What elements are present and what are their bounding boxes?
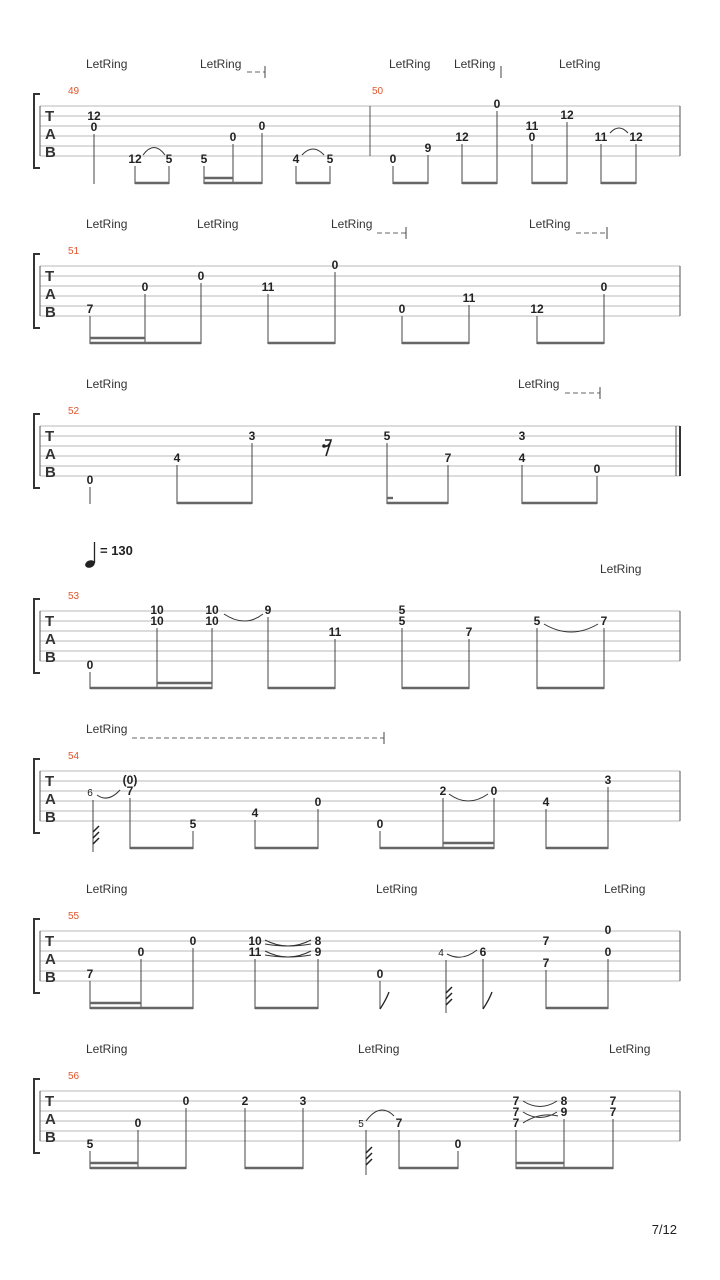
fret-number: 2 (439, 784, 447, 798)
system-3 (34, 377, 681, 504)
let-ring-label: LetRing (600, 562, 642, 576)
fret-number: 5 (326, 152, 334, 166)
fret-number: 0 (314, 795, 322, 809)
tab-clef-b: B (45, 464, 56, 481)
tab-clef-a: A (45, 1111, 56, 1128)
fret-number: 3 (518, 429, 526, 443)
fret-number: 7 (600, 614, 608, 628)
fret-number: 11 (525, 119, 539, 133)
fret-number: 12 (87, 109, 101, 123)
tab-clef-b: B (45, 649, 56, 666)
let-ring-label: LetRing (358, 1042, 400, 1056)
grace-note: 5 (358, 1119, 364, 1130)
fret-number: (0) (122, 773, 138, 787)
tab-clef-b: B (45, 1129, 56, 1146)
fret-number: 12 (560, 108, 574, 122)
fret-number: 11 (328, 625, 342, 639)
fret-number: 0 (229, 130, 237, 144)
fret-number: 0 (86, 658, 94, 672)
measure-number: 52 (68, 406, 80, 417)
measure-number: 54 (68, 751, 80, 762)
measure-number: 50 (372, 86, 384, 97)
let-ring-label: LetRing (604, 882, 646, 896)
fret-number: 0 (389, 152, 397, 166)
tab-clef-a: A (45, 951, 56, 968)
tab-clef-a: A (45, 446, 56, 463)
fret-number: 8 (560, 1094, 568, 1108)
fret-number: 0 (331, 258, 339, 272)
fret-number: 11 (594, 130, 608, 144)
fret-number: 7 (395, 1116, 403, 1130)
system-6 (34, 882, 680, 1013)
tab-clef-t: T (45, 428, 55, 445)
fret-number: 9 (424, 141, 432, 155)
system-5 (34, 722, 680, 852)
let-ring-label: LetRing (331, 217, 373, 231)
tab-clef-t: T (45, 933, 55, 950)
fret-number: 0 (258, 119, 266, 133)
fret-number: 5 (533, 614, 541, 628)
fret-number: 7 (542, 934, 550, 948)
fret-number: 0 (137, 945, 145, 959)
let-ring-label: LetRing (86, 722, 128, 736)
fret-number: 7 (512, 1094, 520, 1108)
tab-clef-b: B (45, 969, 56, 986)
measure-number: 56 (68, 1071, 80, 1082)
let-ring-label: LetRing (559, 57, 601, 71)
fret-number: 5 (200, 152, 208, 166)
fret-number: 0 (593, 462, 601, 476)
fret-number: 3 (248, 429, 256, 443)
tab-clef-t: T (45, 613, 55, 630)
system-1 (34, 57, 680, 184)
quarter-note-icon (84, 542, 96, 569)
let-ring-label: LetRing (197, 217, 239, 231)
fret-number: 4 (251, 806, 259, 820)
measure-number: 55 (68, 911, 80, 922)
fret-number: 0 (604, 923, 612, 937)
page-number: 7/12 (651, 1222, 677, 1237)
tab-clef-t: T (45, 773, 55, 790)
fret-number: 8 (314, 934, 322, 948)
fret-number: 9 (314, 945, 322, 959)
system-7 (34, 1042, 680, 1175)
fret-number: 0 (454, 1137, 462, 1151)
fret-number: 10 (150, 603, 164, 617)
fret-number: 7 (512, 1105, 520, 1119)
fret-number: 9 (264, 603, 272, 617)
fret-number: 7 (126, 784, 134, 798)
fret-number: 0 (86, 473, 94, 487)
measure-number: 51 (68, 246, 80, 257)
fret-number: 5 (398, 614, 406, 628)
tab-clef-b: B (45, 304, 56, 321)
let-ring-label: LetRing (86, 57, 128, 71)
tab-clef-b: B (45, 144, 56, 161)
grace-note: 6 (87, 788, 93, 799)
fret-number: 10 (205, 614, 219, 628)
fret-number: 7 (542, 956, 550, 970)
fret-number: 2 (241, 1094, 249, 1108)
fret-number: 0 (90, 120, 98, 134)
fret-number: 6 (479, 945, 487, 959)
measure-number: 49 (68, 86, 80, 97)
fret-number: 0 (189, 934, 197, 948)
let-ring-label: LetRing (518, 377, 560, 391)
tab-clef-a: A (45, 286, 56, 303)
fret-number: 12 (128, 152, 142, 166)
fret-number: 0 (604, 945, 612, 959)
fret-number: 0 (197, 269, 205, 283)
fret-number: 0 (134, 1116, 142, 1130)
fret-number: 0 (398, 302, 406, 316)
tempo-value: = 130 (100, 543, 133, 558)
let-ring-label: LetRing (376, 882, 418, 896)
rest-icon (322, 440, 331, 456)
tab-clef-t: T (45, 1093, 55, 1110)
fret-number: 4 (173, 451, 181, 465)
fret-number: 11 (248, 945, 262, 959)
let-ring-label: LetRing (86, 217, 128, 231)
fret-number: 5 (398, 603, 406, 617)
fret-number: 7 (444, 451, 452, 465)
fret-number: 4 (518, 451, 526, 465)
fret-number: 12 (455, 130, 469, 144)
tab-clef-t: T (45, 108, 55, 125)
fret-number: 12 (629, 130, 643, 144)
fret-number: 10 (150, 614, 164, 628)
fret-number: 7 (86, 967, 94, 981)
fret-number: 10 (205, 603, 219, 617)
let-ring-label: LetRing (86, 882, 128, 896)
fret-number: 0 (141, 280, 149, 294)
fret-number: 0 (376, 817, 384, 831)
fret-number: 11 (462, 291, 476, 305)
fret-number: 5 (189, 817, 197, 831)
fret-number: 12 (530, 302, 544, 316)
let-ring-label: LetRing (200, 57, 242, 71)
fret-number: 11 (261, 280, 275, 294)
tab-clef-a: A (45, 631, 56, 648)
tab-clef-t: T (45, 268, 55, 285)
fret-number: 0 (376, 967, 384, 981)
fret-number: 7 (512, 1116, 520, 1130)
system-4 (34, 562, 680, 689)
let-ring-label: LetRing (454, 57, 496, 71)
system-2 (34, 217, 680, 344)
let-ring-label: LetRing (609, 1042, 651, 1056)
fret-number: 0 (182, 1094, 190, 1108)
fret-number: 4 (542, 795, 550, 809)
tab-clef-a: A (45, 791, 56, 808)
fret-number: 0 (528, 130, 536, 144)
tempo-marking (84, 542, 133, 569)
let-ring-label: LetRing (86, 377, 128, 391)
let-ring-label: LetRing (529, 217, 571, 231)
fret-number: 5 (86, 1137, 94, 1151)
grace-note: 4 (438, 948, 444, 959)
fret-number: 7 (86, 302, 94, 316)
fret-number: 3 (299, 1094, 307, 1108)
fret-number: 9 (560, 1105, 568, 1119)
fret-number: 7 (465, 625, 473, 639)
fret-number: 4 (292, 152, 300, 166)
tab-clef-a: A (45, 126, 56, 143)
fret-number: 0 (600, 280, 608, 294)
fret-number: 5 (165, 152, 173, 166)
fret-number: 10 (248, 934, 262, 948)
fret-number: 3 (604, 773, 612, 787)
fret-number: 5 (383, 429, 391, 443)
fret-number: 7 (609, 1105, 617, 1119)
fret-number: 0 (493, 97, 501, 111)
let-ring-label: LetRing (389, 57, 431, 71)
fret-number: 7 (609, 1094, 617, 1108)
let-ring-label: LetRing (86, 1042, 128, 1056)
fret-number: 0 (490, 784, 498, 798)
tab-clef-b: B (45, 809, 56, 826)
measure-number: 53 (68, 591, 80, 602)
